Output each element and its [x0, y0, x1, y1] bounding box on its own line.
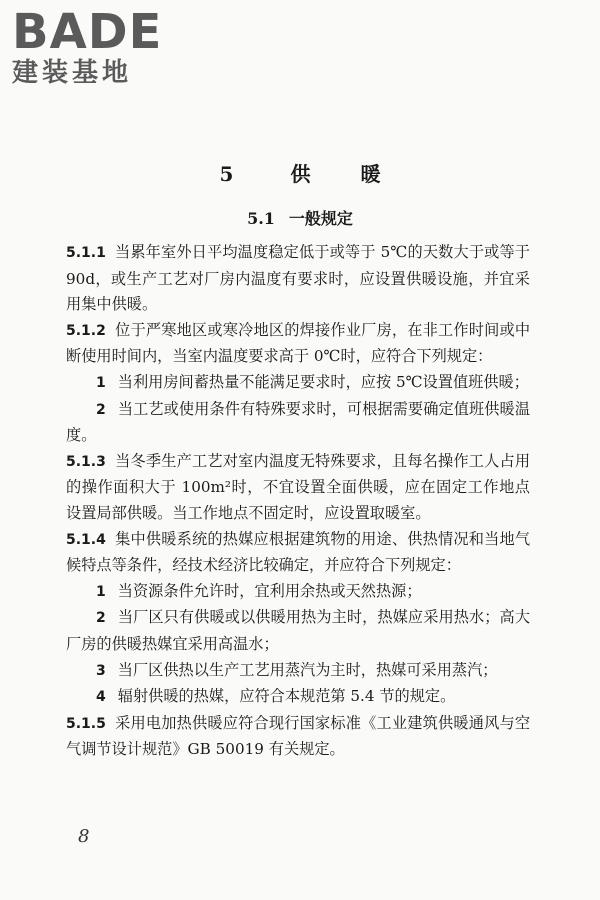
item-text: 当厂区只有供暖或以供暖用热为主时，热媒应采用热水；高大厂房的供暖热媒宜采用高温水； [66, 608, 530, 653]
chapter-number: 5 [219, 162, 234, 186]
item-number: 1 [96, 583, 106, 600]
chapter-title-part2: 暖 [360, 162, 381, 186]
clause-item [66, 370, 530, 397]
clause-number: 5.1.1 [66, 245, 106, 261]
brand-logo [12, 6, 182, 88]
item-text: 当厂区供热以生产工艺用蒸汽为主时，热媒可采用蒸汽； [117, 660, 498, 679]
clause-item [66, 397, 530, 449]
clause-item [66, 579, 530, 606]
clause-item [66, 658, 530, 685]
clause-5-1-2 [66, 318, 530, 370]
clause-item [66, 605, 530, 657]
clause-text: 采用电加热供暖应符合现行国家标准《工业建筑供暖通风与空气调节设计规范》GB 50019 有关规定。 [66, 713, 530, 759]
clause-number: 5.1.3 [66, 453, 106, 470]
item-text: 当资源条件允许时，宜利用余热或天然热源； [117, 581, 422, 600]
item-number: 3 [96, 662, 106, 679]
section-heading [0, 207, 600, 231]
clause-item [66, 684, 530, 711]
item-text: 当利用房间蓄热量不能满足要求时，应按 5℃设置值班供暖； [117, 372, 529, 391]
clause-text: 位于严寒地区或寒冷地区的焊接作业厂房，在非工作时间或中断使用时间内，当室内温度要求高于 0℃时，应符合下列规定： [66, 320, 530, 366]
item-text: 当工艺或使用条件有特殊要求时，可根据需要确定值班供暖温度。 [66, 399, 530, 445]
clause-text: 当累年室外日平均温度稳定低于或等于 5℃的天数大于或等于 90d，或生产工艺对厂房内温度有要求时，应设置供暖设施，并宜采用集中供暖。 [66, 243, 530, 314]
item-number: 2 [96, 401, 106, 418]
clause-text: 集中供暖系统的热媒应根据建筑物的用途、供热情况和当地气候特点等条件，经技术经济比较确定，并应符合下列规定： [66, 529, 530, 575]
page-number: 8 [78, 826, 90, 847]
clause-text: 当冬季生产工艺对室内温度无特殊要求，且每名操作工人占用的操作面积大于 100m²时，不宜设置全面供暖，应在固定工作地点设置局部供暖。当工作地点不固定时，应设置取暖室。 [66, 451, 530, 522]
clause-5-1-3 [66, 449, 530, 527]
clause-5-1-5 [66, 711, 530, 763]
clause-5-1-4 [66, 527, 530, 579]
logo-subtitle: 建装基地 [12, 58, 133, 88]
clause-number: 5.1.2 [66, 322, 106, 339]
clause-number: 5.1.4 [66, 531, 106, 548]
logo-wordmark: BADE [12, 4, 163, 60]
section-title: 一般规定 [288, 209, 353, 228]
document-body [66, 240, 530, 763]
chapter-heading [0, 160, 600, 188]
section-number: 5.1 [247, 209, 275, 228]
chapter-title-part1: 供 [290, 162, 311, 186]
clause-number: 5.1.5 [66, 715, 106, 732]
item-number: 4 [96, 689, 106, 706]
item-text: 辐射供暖的热媒，应符合本规范第 5.4 节的规定。 [117, 687, 456, 706]
clause-5-1-1 [66, 240, 530, 318]
item-number: 2 [96, 610, 106, 627]
item-number: 1 [96, 374, 106, 391]
